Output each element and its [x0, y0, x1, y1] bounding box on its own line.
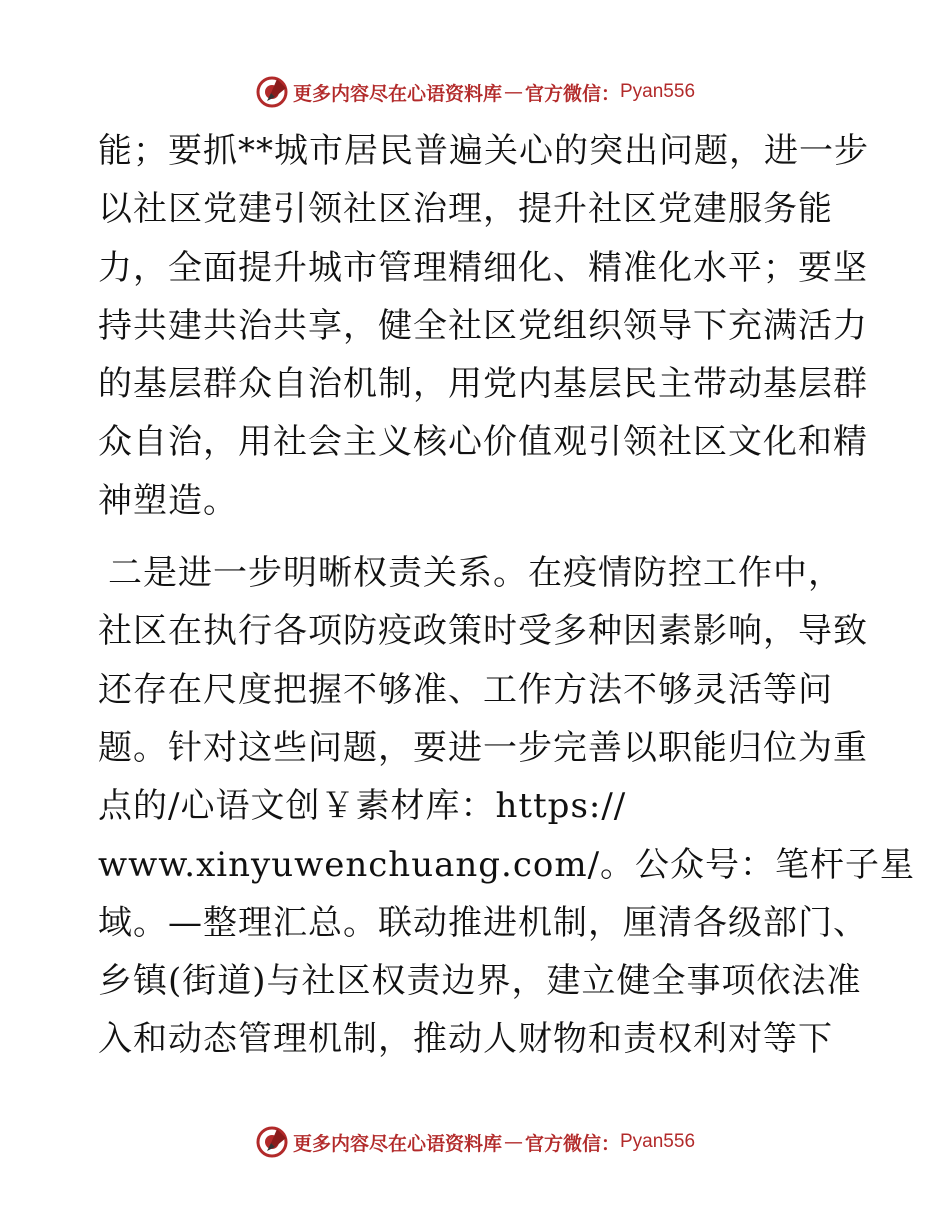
text-line: 还存在尺度把握不够准、工作方法不够灵活等问 [98, 669, 833, 710]
watermark-dash: — [503, 81, 523, 103]
header-watermark [0, 72, 950, 112]
paragraph-2 [98, 544, 916, 1069]
logo-icon [255, 75, 289, 109]
logo-icon [255, 1125, 289, 1159]
text-line: 能；要抓**城市居民普遍关心的突出问题，进一步 [98, 131, 869, 171]
watermark-dash: — [503, 1131, 523, 1153]
text-line: 入和动态管理机制，推动人财物和责权利对等下 [98, 1019, 833, 1060]
text-line: 乡镇(街道)与社区权责边界，建立健全事项依法准 [98, 961, 862, 1002]
text-line: 社区在执行各项防疫政策时受多种因素影响，导致 [98, 611, 868, 652]
text-line: 神塑造。 [98, 480, 238, 521]
footer-watermark [0, 1122, 950, 1162]
watermark-official-label: 官方微信： [524, 1132, 620, 1155]
url-line: www.xinyuwenchuang.com/。公众号：笔杆子星 [98, 844, 916, 885]
watermark-wechat-id: Pyan556 [620, 1131, 696, 1152]
text-line: 的基层群众自治机制，用党内基层民主带动基层群 [98, 364, 868, 405]
document-body [98, 122, 916, 1069]
text-line: 点的/心语文创￥素材库：https:// [98, 786, 627, 827]
text-line: 以社区党建引领社区治理，提升社区党建服务能 [98, 189, 833, 230]
watermark-official-label: 官方微信： [524, 82, 620, 105]
text-line: 力，全面提升城市管理精细化、精准化水平；要坚 [98, 247, 868, 288]
text-line: 二是进一步明晰权责关系。在疫情防控工作中， [108, 553, 843, 594]
text-line: 持共建共治共享，健全社区党组织领导下充满活力 [98, 305, 868, 346]
text-line: 题。针对这些问题，要进一步完善以职能归位为重 [98, 727, 868, 768]
watermark-brand: 更多内容尽在心语资料库 [292, 1132, 502, 1155]
watermark-wechat-id: Pyan556 [620, 81, 696, 102]
text-line: 众自治，用社会主义核心价值观引领社区文化和精 [98, 422, 868, 463]
text-line: 域。—整理汇总。联动推进机制，厘清各级部门、 [98, 902, 868, 943]
paragraph-1 [98, 122, 869, 530]
paragraph-gap [98, 530, 858, 544]
watermark-brand: 更多内容尽在心语资料库 [292, 82, 502, 105]
